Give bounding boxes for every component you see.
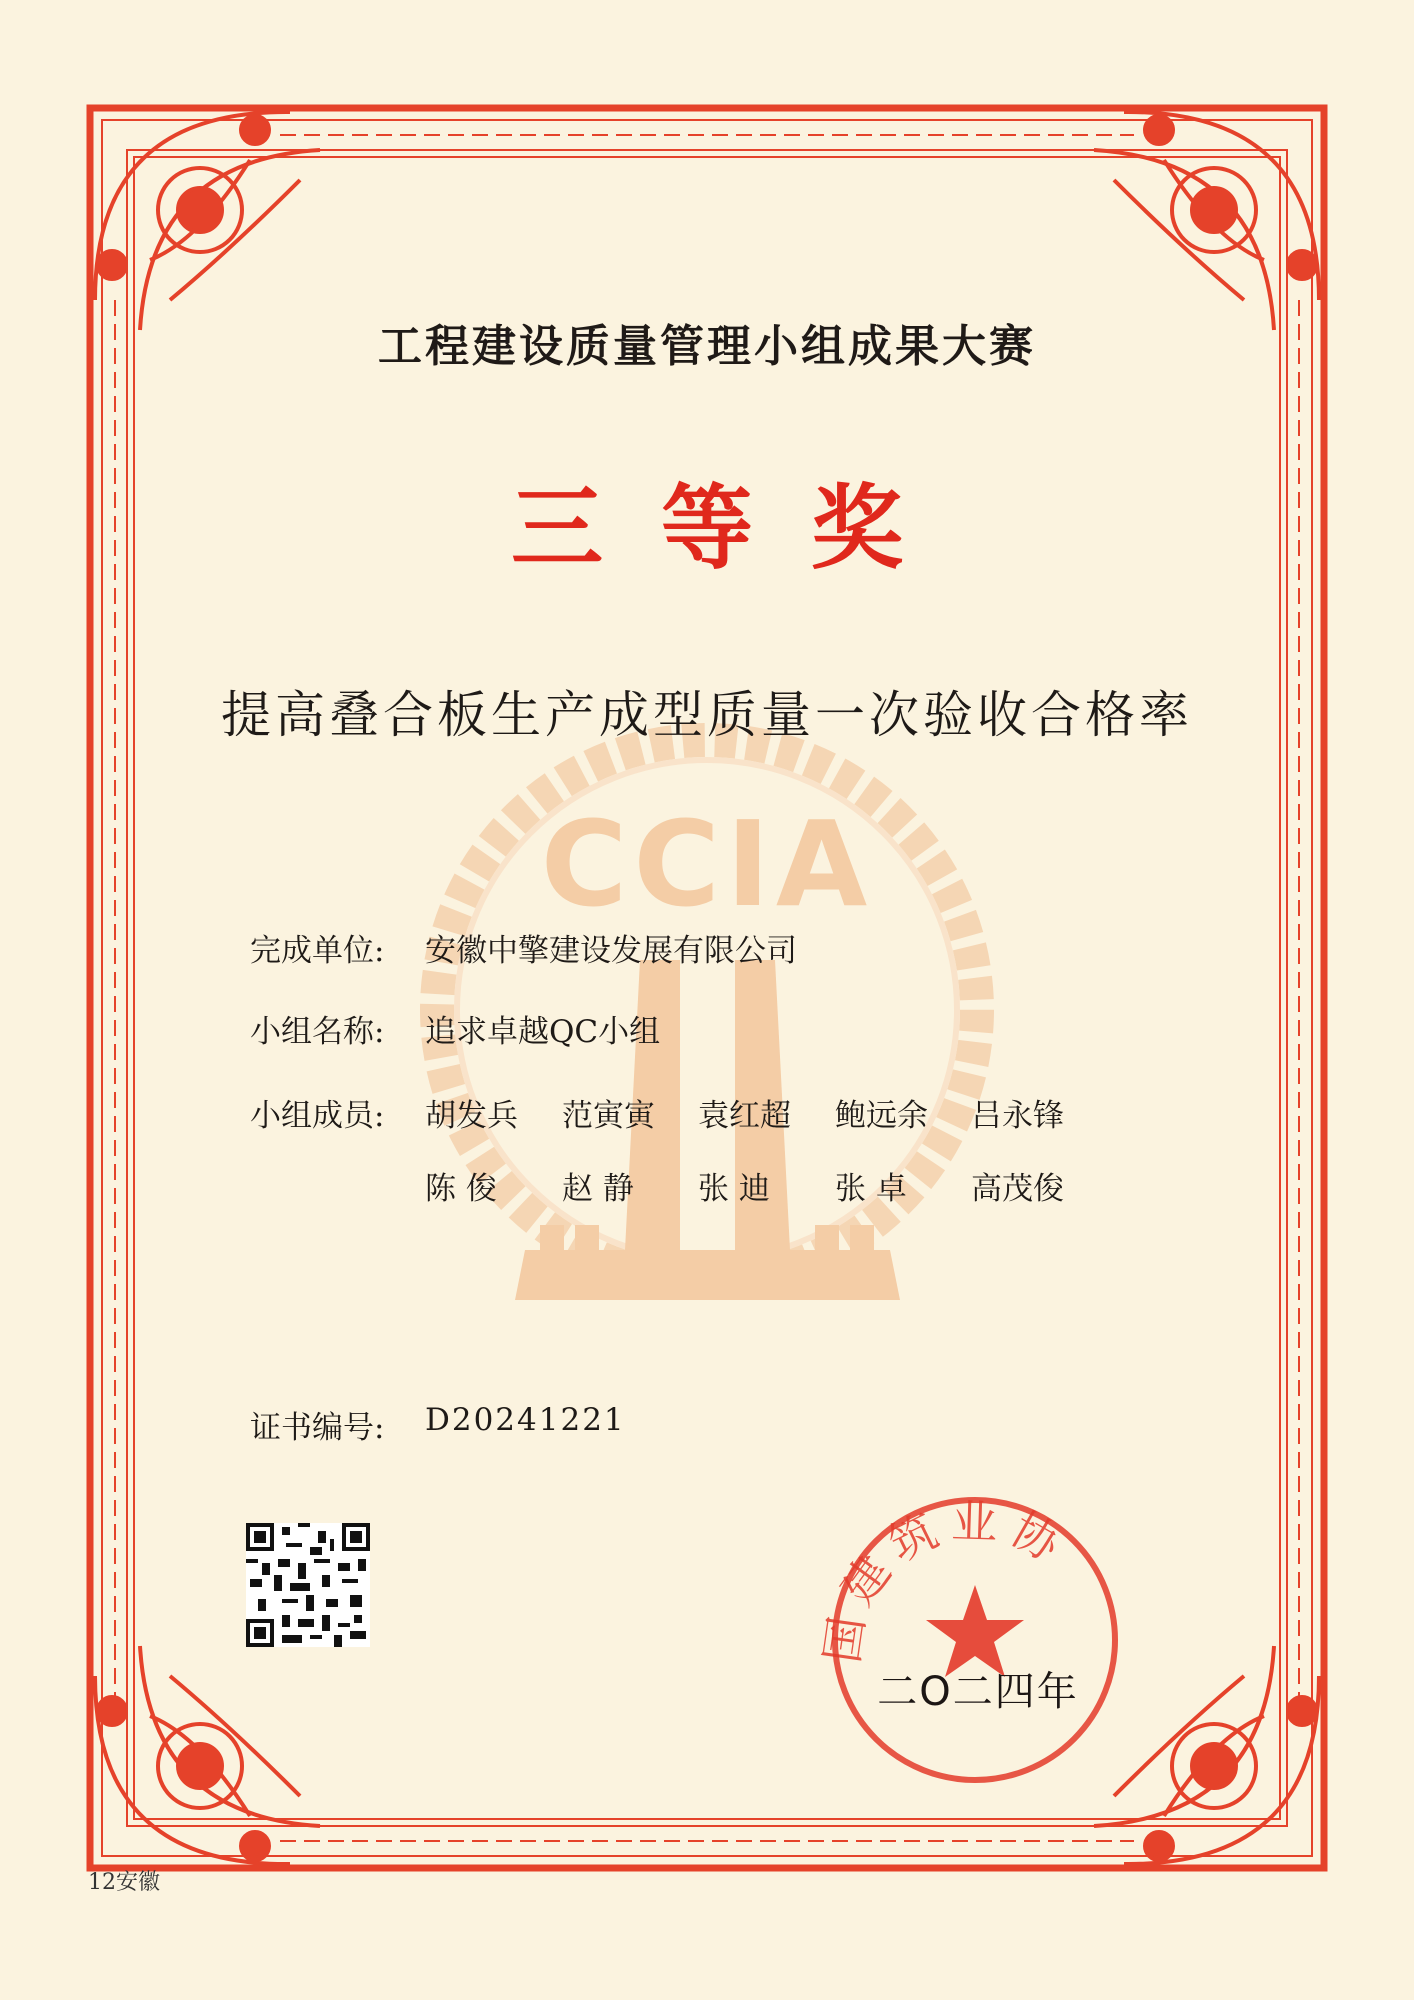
footer-note: 12安徽 [88, 1870, 160, 1895]
member-name: 吕永锋 [971, 1098, 1064, 1134]
member-name: 张 迪 [698, 1171, 770, 1207]
cert-number-label: 证书编号: [250, 1410, 385, 1446]
issue-date: 二O二四年 [877, 1669, 1079, 1715]
cert-number-value: D20241221 [425, 1402, 626, 1438]
member-name: 范寅寅 [562, 1098, 655, 1134]
competition-title: 工程建设质量管理小组成果大赛 [378, 321, 1036, 372]
award-level: 三等奖 [510, 474, 961, 582]
member-name: 胡发兵 [425, 1098, 518, 1134]
members-label: 小组成员: [250, 1098, 385, 1134]
svg-text:国建筑业协: 国建筑业协 [815, 1494, 1078, 1667]
group-label: 小组名称: [250, 1014, 385, 1050]
member-name: 袁红超 [698, 1098, 791, 1134]
member-name: 陈 俊 [425, 1171, 497, 1207]
qr-code-icon [246, 1523, 370, 1647]
official-seal-icon [815, 1490, 1135, 1790]
project-title: 提高叠合板生产成型质量一次验收合格率 [221, 686, 1193, 744]
group-value: 追求卓越QC小组 [425, 1014, 661, 1050]
member-name: 张 卓 [835, 1171, 907, 1207]
member-name: 鲍远余 [835, 1098, 928, 1134]
unit-value: 安徽中擎建设发展有限公司 [425, 933, 797, 969]
member-name: 赵 静 [562, 1171, 634, 1207]
svg-text:CCIA: CCIA [540, 795, 874, 933]
member-name: 高茂俊 [971, 1171, 1064, 1207]
unit-label: 完成单位: [250, 933, 385, 969]
